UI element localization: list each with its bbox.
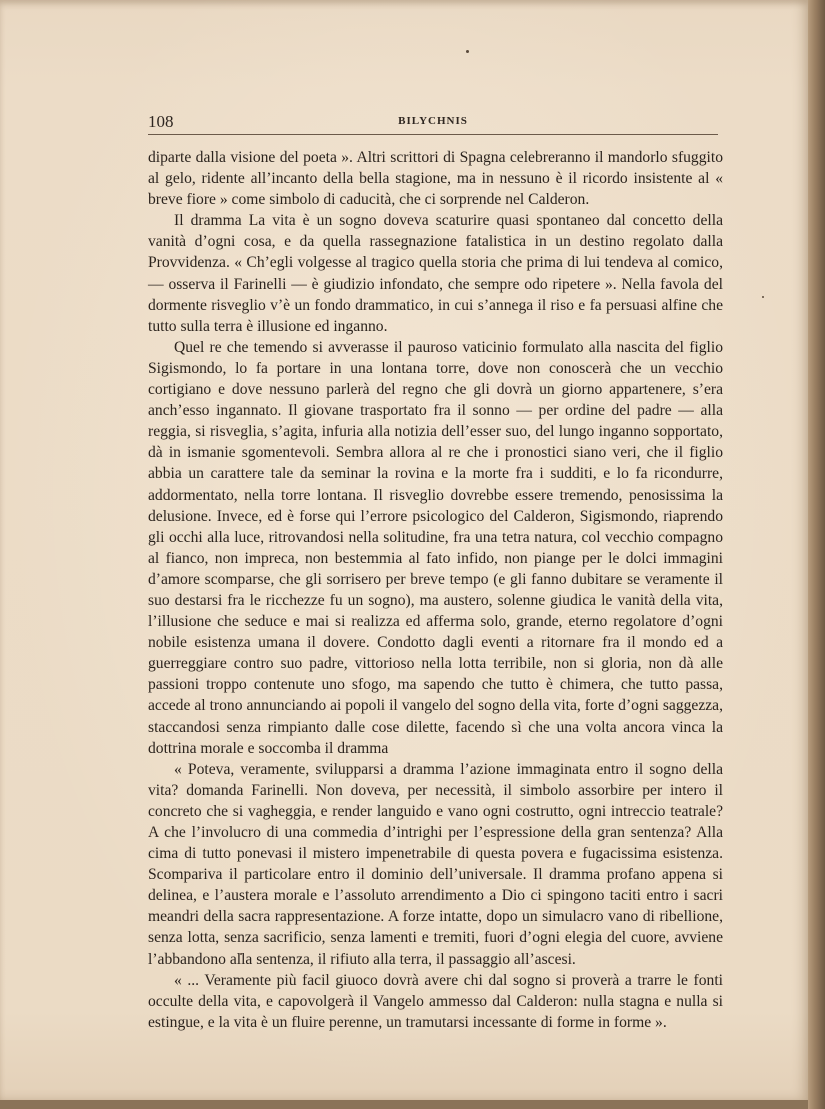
page-number: 108 — [148, 112, 174, 131]
paragraph: « ... Veramente più facil giuoco dovrà avere chi dal sogno si proverà a trarre le fonti occulte della vita, e capovolgerà il Vangelo ammesso dal Calderon: nulla stagna e nulla si estingue, e la vita è un fluire perenne, un tramutarsi incessante di forme in forme ». — [148, 971, 723, 1031]
page-header — [148, 112, 718, 135]
page-edge-shadow — [808, 0, 825, 1109]
paragraph: diparte dalla visione del poeta ». Altri scrittori di Spagna celebreranno il mandorlo sfuggito al gelo, ridente all’incanto della bella stagione, ma in nessuno è il ricordo insistente al « breve fiore » come simbolo di caducità, che ci sorprende nel Calderon. — [148, 149, 723, 209]
ink-speck — [762, 296, 764, 298]
paragraph: « Poteva, veramente, svilupparsi a dramma l’azione immaginata entro il sogno della vita? domanda Farinelli. Non doveva, per necessità, il simbolo assorbire per intero il concreto che si vagheggia, e render languido e vano ogni costrutto, ogni intreccio teatrale? A che l’involucro di una commedia d’intrighi per l’espressione della gran sentenza? Alla cima di tutto ponevasi il mistero impenetrabile di questa povera e fugacissima esistenza. Scompariva il particolare entro il dominio dell’universale. Il dramma profano appena si delinea, e l’austera morale e l’assoluto arrendimento a Dio ci spingono taciti entro i sacri meandri della sacra rappresentazione. A forze intatte, dopo un simulacro vano di ribellione, senza lotta, senza sacrificio, senza lamenti e tremiti, fuori d’ogni elegia del cuore, avviene l’abbandono alla sentenza, il rifiuto alla terra, il passaggio all’ascesi. — [148, 760, 723, 968]
body-text — [148, 147, 723, 1033]
paragraph: Quel re che temendo si avverasse il pauroso vaticinio formulato alla nascita del figlio Sigismondo, lo fa portare in una lontana torre, dove non conoscerà che un vecchio cortigiano e dove nessuno parlerà del regno che gli dovrà un giorno appartenere, s’era anch’esso ingannato. Il giovane trasportato fra il sonno — per ordine del padre — alla reggia, si risveglia, s’agita, infuria alla notizia dell’esser suo, del lungo inganno sopportato, dà in ismanie sgomentevoli. Sembra allora al re che i pronostici siano veri, che il figlio abbia un carattere tale da seminar la rovina e la morte fra i sudditi, e lo fa ricondurre, addormentato, nella torre lontana. Il risveglio dovrebbe essere tremendo, penosissima la delusione. Invece, ed è forse qui l’errore psicologico del Calderon, Sigismondo, riaprendo gli occhi alla luce, ritrovandosi nella solitudine, fra una tetra natura, col vecchio compagno al fianco, non impreca, non bestemmia al fato infido, non piange per le dolci immagini d’amore scomparse, che gli sorrisero per breve tempo (e gli fanno dubitare se veramente il suo destarsi fra le ricchezze fu un sogno), ma austero, solenne giudica le vanità della vita, l’illusione che seduce e mai si realizza ed afferma solo, grande, eterno regolatore d’ogni nobile esistenza umana il dovere. Condotto dagli eventi a ritornare fra il mondo ed a guerreggiare contro suo padre, vittorioso nella lotta terribile, non si gloria, non dà alle passioni troppo contenute uno sfogo, ma sapendo che tutto è chimera, che tutto passa, accede al trono annunciando ai popoli il vangelo del sogno della vita, forte d’ogni saggezza, staccandosi senza rimpianto dalle cose dilette, facendo sì che una volta ancora vinca la dottrina morale e soccomba il dramma — [148, 338, 723, 757]
paragraph: Il dramma La vita è un sogno doveva scaturire quasi spontaneo dal concetto della vanità d’ogni cosa, e da quella rassegnazione fatalistica in un destino regolato dalla Provvidenza. « Ch’egli volgesse al tragico quella storia che prima di lui tendeva al comico, — osserva il Farinelli — è giudizio infondato, che sempre odo ripetere ». Nella favola del dormente risveglio v’è un fondo drammatico, in cui s’annega il riso e fa persuasi alfine che tutto sulla terra è illusione ed inganno. — [148, 212, 723, 335]
running-title: BILYCHNIS — [398, 115, 468, 127]
ink-speck — [466, 50, 469, 53]
